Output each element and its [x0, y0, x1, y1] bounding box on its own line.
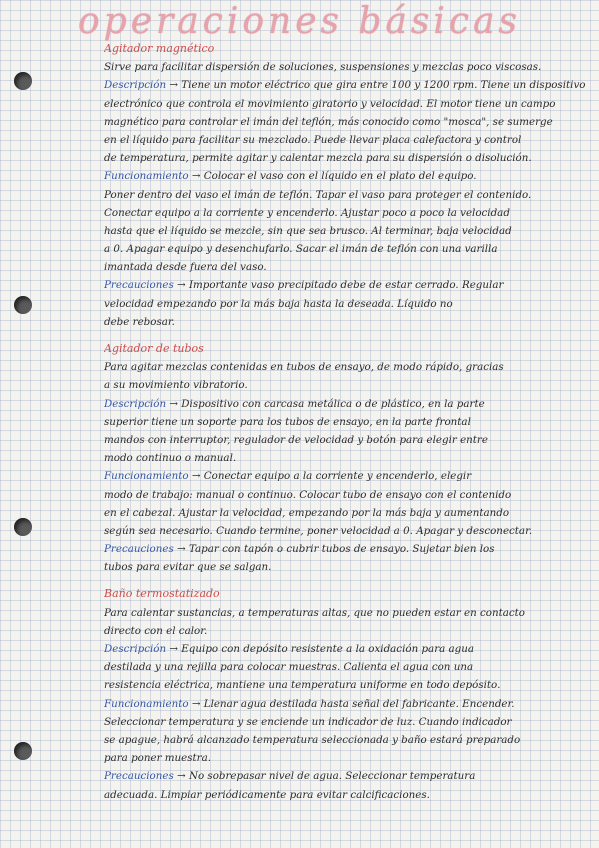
note-text: en el cabezal. Ajustar la velocidad, empezando por la más baja y aumentando — [104, 506, 510, 519]
note-keyword: Precauciones — [104, 543, 174, 556]
note-text: electrónico que controla el movimiento giratorio y velocidad. El motor tiene un campo — [104, 97, 556, 110]
section-gap — [104, 576, 592, 585]
note-text: → No sobrepasar nivel de agua. Seleccionar temperatura — [173, 770, 476, 783]
note-line — [104, 58, 592, 76]
note-text: Conectar equipo a la corriente y encenderlo. Ajustar poco a poco la velocidad — [104, 206, 510, 219]
note-line — [104, 504, 592, 522]
note-keyword: Funcionamiento — [104, 470, 189, 483]
note-line — [104, 731, 592, 749]
note-line — [104, 431, 592, 449]
note-text: → Equipo con depósito resistente a la oxidación para agua — [166, 643, 475, 655]
note-text: de temperatura, permite agitar y calentar mezcla para su dispersión o disolución. — [104, 152, 532, 165]
binder-hole — [14, 742, 32, 760]
note-line — [104, 95, 592, 113]
note-line — [104, 276, 592, 294]
note-line — [104, 313, 592, 331]
note-line — [104, 749, 592, 767]
note-text: a su movimiento vibratorio. — [104, 379, 248, 392]
note-text: en el líquido para facilitar su mezclado. Puede llevar placa calefactora y control — [104, 133, 522, 146]
note-text: mandos con interruptor, regulador de velocidad y botón para elegir entre — [104, 433, 488, 446]
note-text: modo continuo o manual. — [104, 452, 237, 465]
note-line — [104, 167, 592, 185]
note-text: debe rebosar. — [104, 315, 175, 328]
note-text: → Colocar el vaso con el líquido en el plato del equipo. — [188, 170, 477, 183]
note-line — [104, 486, 592, 504]
note-keyword: Descripción — [104, 397, 167, 410]
note-keyword: Precauciones — [104, 770, 174, 783]
note-line — [104, 131, 592, 149]
note-line — [104, 76, 592, 94]
note-text: resistencia eléctrica, mantiene una temperatura uniforme en todo depósito. — [104, 679, 501, 692]
note-text: superior tiene un soporte para los tubos de ensayo, en la parte frontal — [104, 415, 471, 428]
note-text: según sea necesario. Cuando termine, poner velocidad a 0. Apagar y desconectar. — [104, 524, 533, 537]
note-text: imantada desde fuera del vaso. — [104, 261, 267, 274]
note-line — [104, 186, 592, 204]
note-text: velocidad empezando por la más baja hasta la deseada. Líquido no — [104, 297, 453, 310]
note-text: Poner dentro del vaso el imán de teflón. Tapar el vaso para proteger el contenido. — [104, 188, 532, 201]
note-text: adecuada. Limpiar periódicamente para evitar calcificaciones. — [104, 788, 430, 801]
note-text: → Tapar con tapón o cubrir tubos de ensayo. Sujetar bien los — [173, 543, 495, 556]
note-text: magnético para controlar el imán del teflón, más conocido como "mosca", se sumerge — [104, 115, 553, 128]
note-line — [104, 113, 592, 131]
section-title: Agitador magnético — [104, 42, 215, 55]
note-keyword: Descripción — [104, 79, 167, 92]
note-text: Sirve para facilitar dispersión de soluciones, suspensiones y mezclas poco viscosas. — [104, 61, 542, 74]
note-line — [104, 204, 592, 222]
note-text: para poner muestra. — [104, 752, 212, 765]
note-text: destilada y una rejilla para colocar muestras. Calienta el agua con una — [104, 661, 474, 674]
note-line — [104, 258, 592, 276]
note-line — [104, 240, 592, 258]
note-line — [104, 676, 592, 694]
note-keyword: Funcionamiento — [104, 697, 189, 710]
note-line — [104, 222, 592, 240]
note-text: Para calentar sustancias, a temperaturas altas, que no pueden estar en contacto — [104, 606, 525, 619]
note-line — [104, 640, 592, 658]
note-text: → Dispositivo con carcasa metálica o de plástico, en la parte — [166, 397, 485, 410]
section-gap — [104, 331, 592, 340]
note-line — [104, 713, 592, 731]
note-line — [104, 786, 592, 804]
note-line — [104, 149, 592, 167]
note-text: modo de trabajo: manual o continuo. Colocar tubo de ensayo con el contenido — [104, 488, 512, 501]
note-line — [104, 522, 592, 540]
note-text: hasta que el líquido se mezcle, sin que sea brusco. Al terminar, baja velocidad — [104, 224, 512, 237]
note-line — [104, 695, 592, 713]
note-line — [104, 767, 592, 785]
note-text: → Importante vaso precipitado debe de estar cerrado. Regular — [173, 279, 504, 292]
note-text: a 0. Apagar equipo y desenchufarlo. Sacar el imán de teflón con una varilla — [104, 243, 498, 256]
note-line — [104, 449, 592, 467]
note-text: directo con el calor. — [104, 624, 208, 637]
note-keyword: Funcionamiento — [104, 170, 189, 183]
note-text: Seleccionar temperatura y se enciende un indicador de luz. Cuando indicador — [104, 715, 512, 728]
note-text: tubos para evitar que se salgan. — [104, 561, 272, 574]
note-text: → Tiene un motor eléctrico que gira entre 100 y 1200 rpm. Tiene un dispositivo — [166, 79, 586, 92]
note-line — [104, 467, 592, 485]
binder-hole — [14, 518, 32, 536]
note-text: Para agitar mezclas contenidas en tubos de ensayo, de modo rápido, gracias — [104, 361, 504, 374]
note-line — [104, 376, 592, 394]
binder-hole — [14, 296, 32, 314]
section-title: Baño termostatizado — [104, 587, 220, 601]
notes-body — [104, 40, 592, 804]
note-line — [104, 540, 592, 558]
section-title: Agitador de tubos — [104, 342, 204, 355]
note-line — [104, 358, 592, 376]
note-line — [104, 295, 592, 313]
note-line — [104, 413, 592, 431]
note-text: se apague, habrá alcanzado temperatura seleccionada y baño estará preparado — [104, 733, 521, 746]
note-line — [104, 558, 592, 576]
note-line — [104, 604, 592, 622]
note-keyword: Precauciones — [104, 279, 174, 292]
page-title: operaciones básicas — [77, 1, 522, 42]
note-text: → Conectar equipo a la corriente y encenderlo, elegir — [188, 470, 472, 483]
note-keyword: Descripción — [104, 643, 167, 655]
note-line — [104, 658, 592, 676]
note-text: → Llenar agua destilada hasta señal del fabricante. Encender. — [188, 697, 515, 710]
note-line — [104, 395, 592, 413]
note-line — [104, 622, 592, 640]
binder-hole — [14, 72, 32, 90]
